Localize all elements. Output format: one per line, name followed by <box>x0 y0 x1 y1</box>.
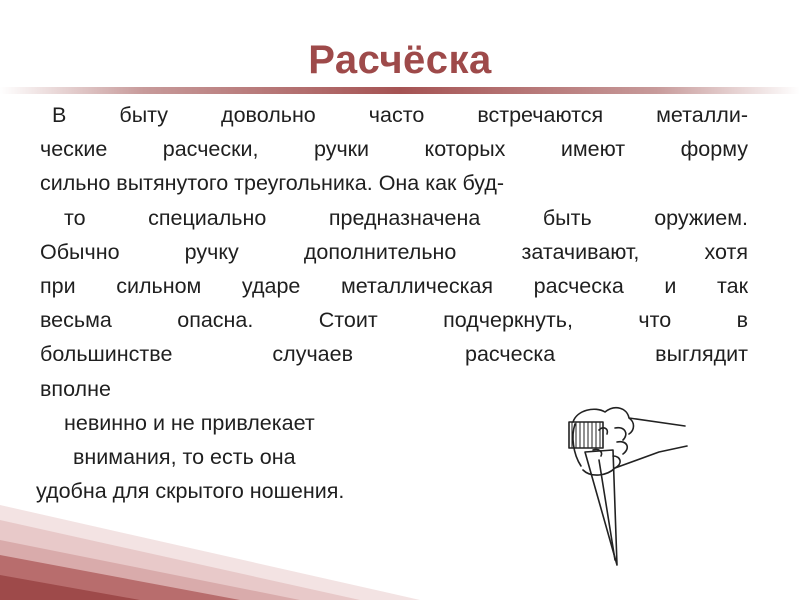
text-line-8b: расческа выглядит <box>465 342 748 367</box>
text-line-12: удобна для скрытого ношения. <box>36 479 345 504</box>
text-line-2: ческие расчески, ручки которых имеют форму <box>40 137 748 162</box>
text-line-5: Обычно ручку дополнительно затачивают, хотя <box>40 239 748 264</box>
text-line-11: внимания, то есть она <box>73 445 296 470</box>
text-line-8a: большинстве случаев <box>40 342 353 367</box>
text-line-7: весьма опасна. Стоит подчеркнуть, что в <box>40 308 748 333</box>
text-line-4: то специально предназначена быть оружием. <box>64 205 748 230</box>
text-line-8 <box>40 337 748 371</box>
text-line-10: невинно и не привлекает <box>64 410 315 435</box>
text-line-9: вполне <box>40 376 111 401</box>
title-divider <box>0 87 800 94</box>
text-line-1: В быту довольно часто встречаются металли- <box>52 103 748 127</box>
text-line-6: при сильном ударе металлическая расческа и так <box>40 274 748 299</box>
text-line-3: сильно вытянутого треугольника. Она как буд- <box>40 171 505 196</box>
slide-title: Расчёска <box>308 38 492 82</box>
hand-holding-comb-icon <box>555 400 695 570</box>
